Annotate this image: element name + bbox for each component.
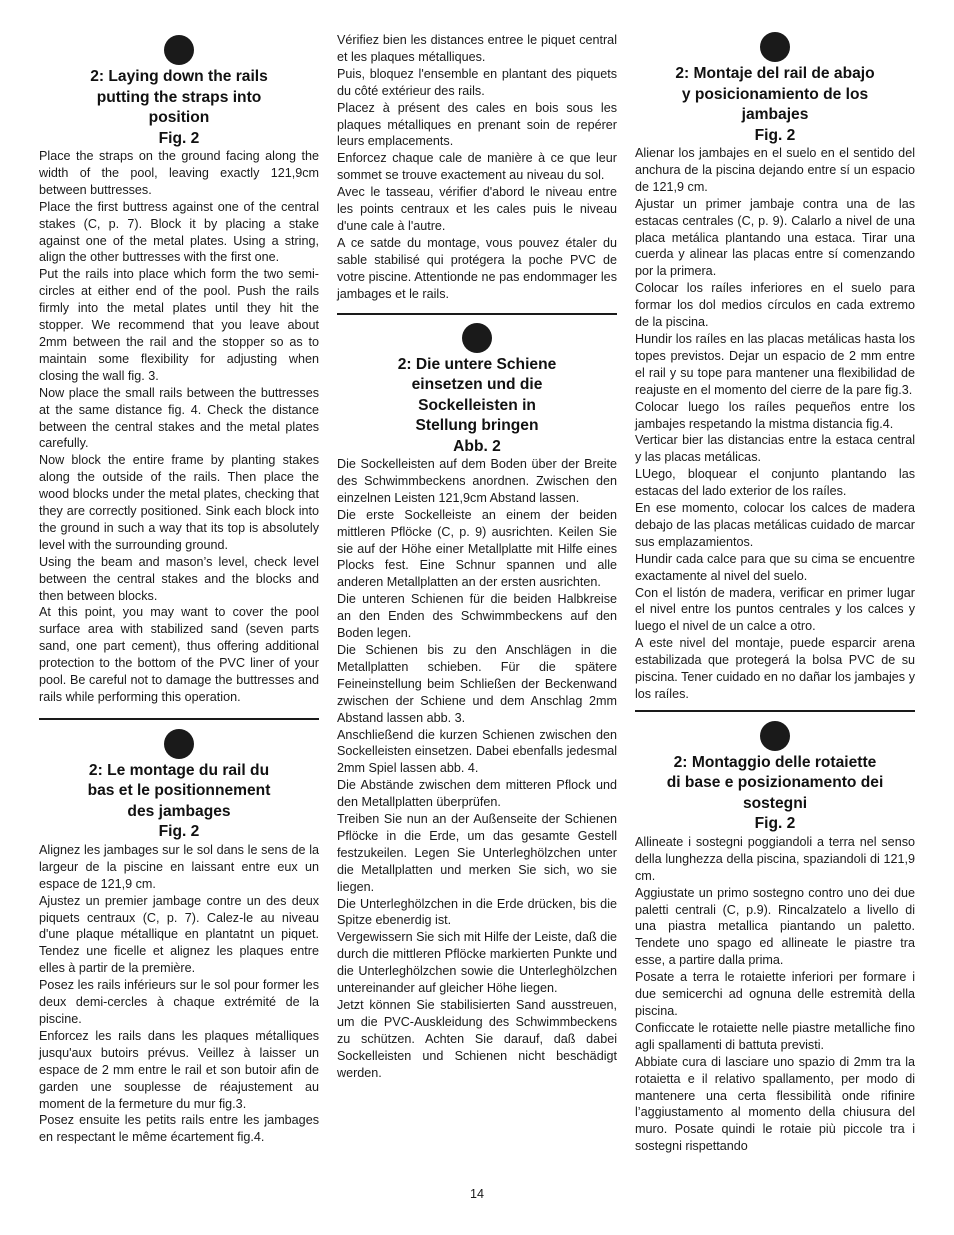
paragraph: Hundir cada calce para que su cima se encuentre exactamente al nivel del suelo. — [635, 551, 915, 583]
section-body-german — [337, 456, 617, 1082]
paragraph: Alignez les jambages sur le sol dans le sens de la largeur de la piscine en laissant entre eux un espace de 121,9 cm. — [39, 842, 319, 891]
paragraph: Place the first buttress against one of the central stakes (C, p. 7). Block it by placing a stake against one of the metal plates. Using a string, align the other buttresses with the first one. — [39, 199, 319, 265]
paragraph: En ese momento, colocar los calces de madera debajo de las placas metálicas cuidado de marcar sus emplazamientos. — [635, 501, 915, 549]
section-bullet-dot — [164, 729, 194, 759]
paragraph: Jetzt können Sie stabilisierten Sand ausstreuen, um die PVC-Auskleidung des Schwimmbeckens zu schützen. Achten Sie darauf, daß dabei Sockelleisten und Schienen nicht beschädigt werden. — [337, 998, 617, 1080]
column-right — [635, 0, 915, 1155]
paragraph: A este nivel del montaje, puede esparcir arena estabilizada que protegerá la bolsa PVC de su piscina. Tener cuidado en no dañar los jambajes y los raíles. — [635, 636, 915, 701]
paragraph: Posate a terra le rotaiette inferiori per formare i due semicerchi ad ognuna delle estremità della piscina. — [635, 970, 915, 1018]
paragraph: Alienar los jambajes en el suelo en el sentido del anchura de la piscina dejando entre sí un espacio de 121,9 cm. — [635, 146, 915, 194]
column-middle — [337, 0, 617, 1082]
section-body-italian — [635, 834, 915, 1155]
paragraph: Treiben Sie nun an der Außenseite der Schienen Pflöcke in die Erde, um das gesamte Gestell festzukeilen. Legen Sie Unterleghölzchen unter die Metallplatten und merken Sie sich, wo sie liegen. — [337, 812, 617, 894]
paragraph: Place the straps on the ground facing along the width of the pool, leaving exactly 121,9cm between buttresses. — [39, 149, 319, 197]
column-left — [39, 0, 319, 1146]
paragraph: Die Abstände zwischen dem mitteren Pflock und den Metallplatten überprüfen. — [337, 778, 617, 810]
section-heading-english: 2: Laying down the rails putting the straps into position Fig. 2 — [90, 68, 268, 147]
section-heading-french: 2: Le montage du rail du bas et le positionnement des jambages Fig. 2 — [87, 761, 271, 841]
paragraph: Puis, bloquez l'ensemble en plantant des piquets du côté extérieur des rails. — [337, 66, 617, 98]
section-divider — [39, 718, 319, 720]
section-bullet-dot — [164, 35, 194, 65]
paragraph: Con el listón de madera, verificar en primer lugar el nivel entre los puntos centrales y los calces y luego el nivel de un calce a otro. — [635, 585, 915, 634]
paragraph: Now block the entire frame by planting stakes along the outside of the rails. Then place the wood blocks under the metal plates, checking that they are correctly positioned. Sink each block into the ground in such a way that its top is absolutely level with the surrounding ground. — [39, 453, 319, 552]
paragraph: Anschließend die kurzen Schienen zwischen den Sockelleisten einsetzen. Dabei ebenfalls jedesmal 2mm Spiel lassen abb. 4. — [337, 727, 617, 776]
section-body-english — [39, 148, 319, 706]
paragraph: Enforcez les rails dans les plaques métalliques jusqu'aux butoirs prévus. Veillez à laisser un espace de 2 mm entre le rail et son butoir afin de garden une souplesse de réajustement au moment de la fermeture du mur fig.3. — [39, 1028, 319, 1111]
section-bullet-dot — [760, 721, 790, 751]
section-heading-german: 2: Die untere Schiene einsetzen und die Sockelleisten in Stellung bringen Abb. 2 — [397, 355, 557, 455]
paragraph: Abbiate cura di lasciare uno spazio di 2mm tra la rotaietta e il relativo spallamento, per modo di mantenere una certa flessibilità onde rifinire l’aggiustamento al momento della chiusura del muro. Posate quindi le rotaie più piccole tra i sostegni rispettando — [635, 1054, 915, 1154]
section-heading-spanish: 2: Montaje del rail de abajo y posicionamiento de los jambajes Fig. 2 — [675, 65, 875, 144]
section-bullet-dot — [760, 32, 790, 62]
paragraph: Die Unterleghölzchen in die Erde drücken, bis die Spitze ebenerdig ist. — [337, 896, 617, 928]
paragraph: Die Sockelleisten auf dem Boden über der Breite des Schwimmbeckens anordnen. Zwischen den einzelnen Leisten 121,9cm Abstand lassen. — [337, 457, 617, 505]
paragraph: Placez à présent des cales en bois sous les plaques métalliques en prenant soin de repérer leurs emplacements. — [337, 100, 617, 149]
paragraph: Using the beam and mason’s level, check level between the central stakes and the blocks and then between blocks. — [39, 554, 319, 603]
paragraph: Colocar los raíles inferiores en el suelo para formar los dol medios círculos en cada extremo de la piscina. — [635, 281, 915, 330]
paragraph: Enforcez chaque cale de manière à ce que leur sommet se trouve exactement au niveau du sol. — [337, 151, 617, 183]
paragraph: Avec le tasseau, vérifier d'abord le niveau entre les points centraux et les cales puis le niveau d'une cale à l'autre. — [337, 185, 617, 233]
paragraph: Die erste Sockelleiste an einem der beiden mittleren Pflöcke (C, p. 9) ausrichten. Keilen Sie sie auf der Höhe einer Metallplatte mit Hilfe eines Plocks fest. Eine Schnur spannen und alle anderen Metallplatten an der ersten ausrichten. — [337, 507, 617, 590]
page-number: 14 — [469, 1187, 484, 1201]
paragraph: Now place the small rails between the buttresses at the same distance fig. 4. Check the distance between the central stakes and the metal plates carefully. — [39, 385, 319, 451]
paragraph: Put the rails into place which form the two semi-circles at either end of the pool. Push the rails firmly into the metal plates until they hit the stopper. We recommend that you leave about 2mm between the rail and the stopper so as to maintain some flexibility for adjusting when closing the wall fig. 3. — [39, 267, 319, 383]
paragraph: Die unteren Schienen für die beiden Halbkreise an den Enden des Schwimmbeckens auf den Boden legen. — [337, 592, 617, 641]
section-body-french — [39, 842, 319, 1146]
paragraph: Aggiustate un primo sostegno contro uno dei due paletti centrali (C, p.9). Rincalzatelo a livello di una piastra metallica piantando un paletto. Tendete uno spago ed allineate le piastre tra esse, a partire dalla prima. — [635, 885, 915, 968]
paragraph: Vergewissern Sie sich mit Hilfe der Leiste, daß die durch die mittleren Pflöcke markierten Punkte und die Unterleghölzchen sowie die Unterleghölzchen untereinander auf gleicher Höhe liegen. — [337, 930, 617, 996]
paragraph: Ajustez un premier jambage contre un des deux piquets centraux (C, p. 7). Calez-le au niveau d'une plaque métallique en plantatnt un piquet. Tendez une ficelle et alignez les plaques entre elles à partir de la première. — [39, 893, 319, 976]
section-bullet-dot — [462, 323, 492, 353]
paragraph: A ce satde du montage, vous pouvez étaler du sable stabilisé qui protégera la poche PVC de votre piscine. Attentionde ne pas endommager les jambages et le rails. — [337, 235, 617, 301]
paragraph: Verticar bier las distancias entre la estaca central y las placas metálicas. — [635, 433, 915, 465]
paragraph: Conficcate le rotaiette nelle piastre metalliche fino agli spallamenti di battuta previsti. — [635, 1020, 915, 1052]
paragraph: Allineate i sostegni poggiandoli a terra nel senso della lunghezza della piscina, spaziandoli di 121,9 cm. — [635, 834, 915, 883]
paragraph: Colocar luego los raíles pequeños entre los jambajes respetando la mistma distancia fig.4. — [635, 399, 915, 431]
paragraph: Vérifiez bien les distances entree le piquet central et les plaques métalliques. — [337, 33, 617, 64]
paragraph: At this point, you may want to cover the pool surface area with stabilized sand (seven parts sand, one part cement), thus offering additional protection to the bottom of the PVC liner of your pool. Be careful not to damage the buttresses and rails while performing this operation. — [39, 605, 319, 704]
paragraph: Posez ensuite les petits rails entre les jambages en respectant le même écartement fig.4. — [39, 1113, 319, 1145]
paragraph: Ajustar un primer jambaje contra una de las estacas centrales (C, p. 9). Calarlo a nivel de una placa metálica plantando una estaca. Tirar una cuerda y alinear las placas entre sí comenzando por la primera. — [635, 196, 915, 279]
section-body-spanish — [635, 145, 915, 703]
paragraph: Hundir los raíles en las placas metálicas hasta los topes previstos. Dejar un espacio de 2 mm entre el rail y su tope para mantener una flexibilidad de reajuste en el momento del cierre de la pare fig.3. — [635, 331, 915, 397]
section-body-french-continued — [337, 32, 617, 303]
paragraph: Die Schienen bis zu den Anschlägen in die Metallplatten schieben. Für die spätere Feineinstellung beim Schließen der Beckenwand zwischen der Schiene und dem Anschlag 2mm Abstand lassen abb. 3. — [337, 642, 617, 725]
section-divider — [635, 710, 915, 712]
section-heading-italian: 2: Montaggio delle rotaiette di base e posizionamento dei sostegni Fig. 2 — [666, 753, 884, 833]
section-divider — [337, 313, 617, 315]
paragraph: Posez les rails inférieurs sur le sol pour former les deux demi-cercles à chaque extrémité de la piscine. — [39, 978, 319, 1026]
paragraph: LUego, bloquear el conjunto plantando las estacas del lado exterior de los raíles. — [635, 467, 915, 499]
